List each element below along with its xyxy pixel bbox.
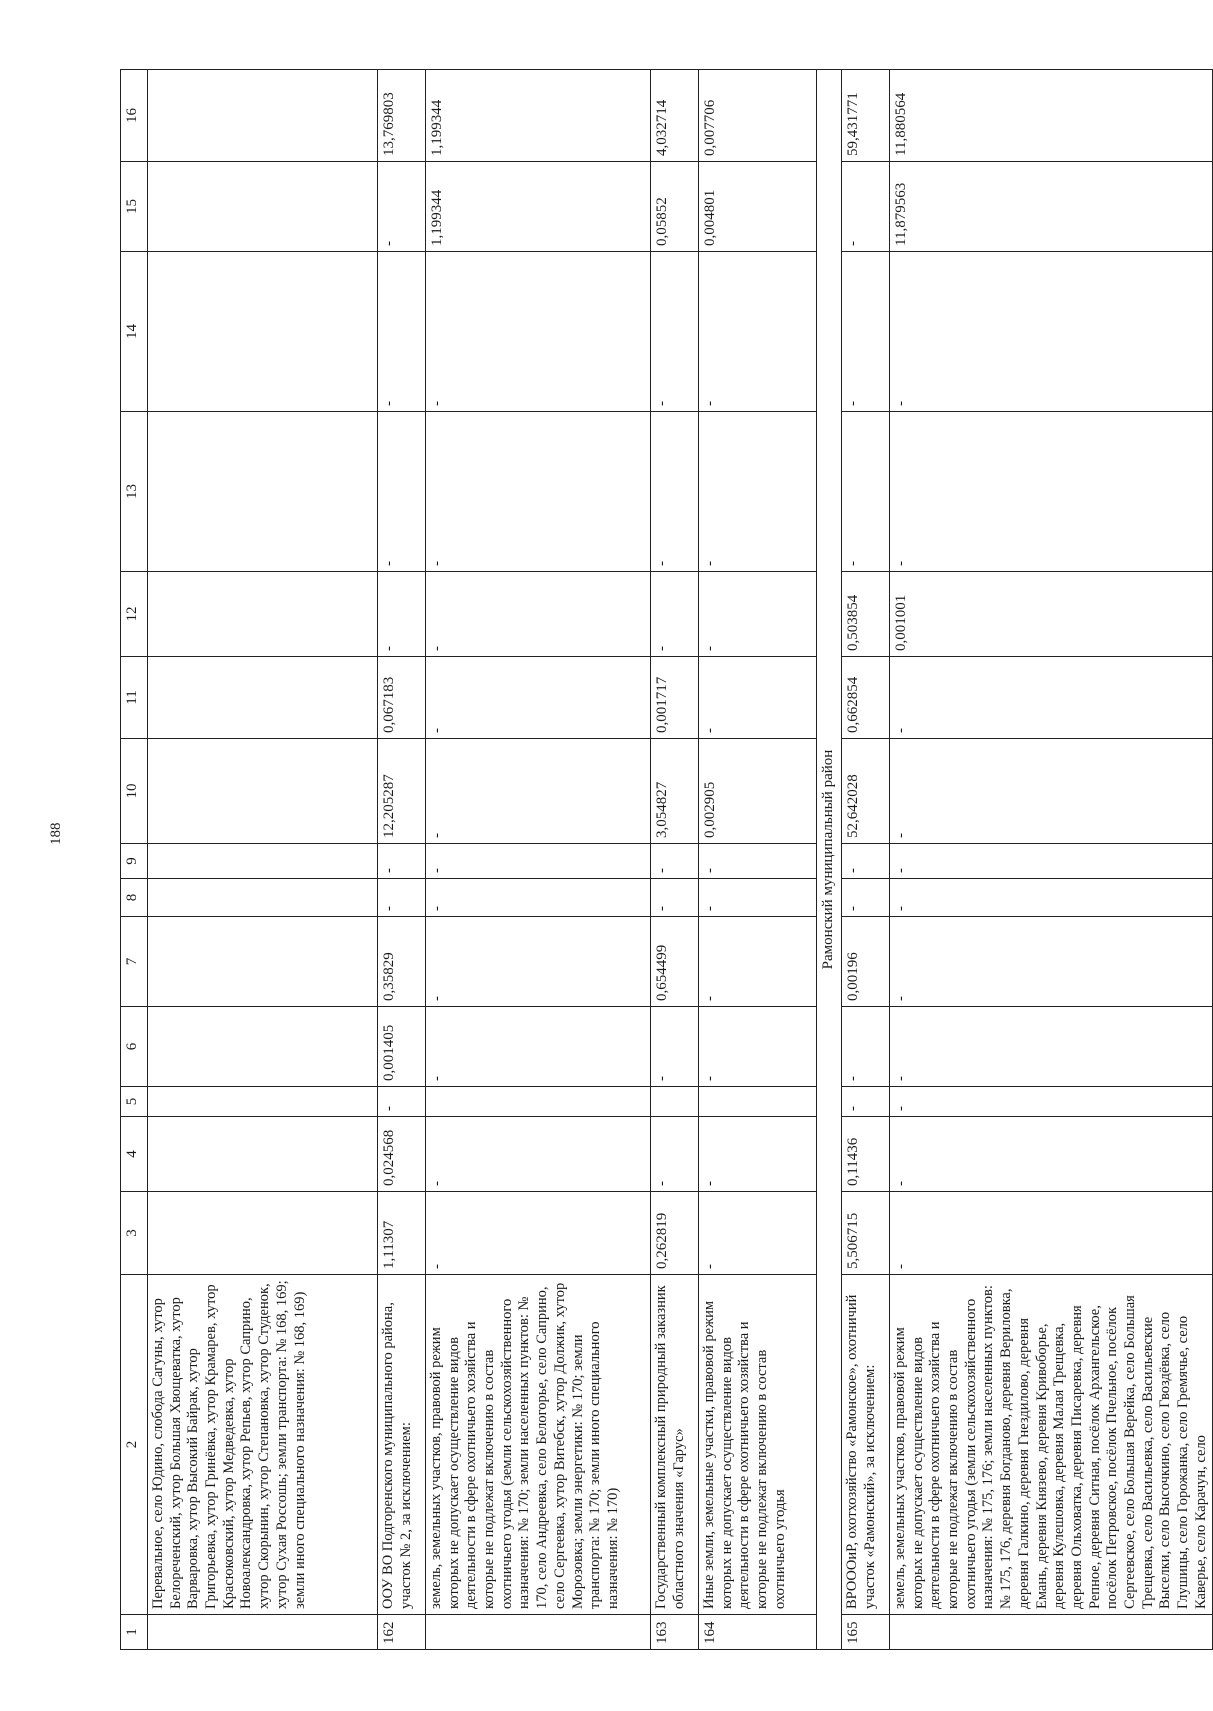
value-cell: -: [426, 739, 651, 844]
value-cell: 59,431771: [842, 70, 890, 162]
value-cell: 0,024568: [378, 1117, 426, 1192]
value-cell: -: [378, 879, 426, 917]
value-cell: -: [699, 1117, 817, 1192]
value-cell: 0,35829: [378, 917, 426, 1007]
value-cell: 0,05852: [651, 162, 699, 252]
description-cell: Иные земли, земельные участки, правовой режим которых не допускает осуществление видов деятельности в сфере охотничьего хозяйства и которые не подлежат включению в состав охотничьего угодья: [699, 1275, 817, 1615]
value-cell: -: [378, 844, 426, 879]
header-cell: 5: [121, 1087, 148, 1117]
table-row: [890, 70, 1213, 1650]
value-cell: 13,769803: [378, 70, 426, 162]
value-cell: 0,001405: [378, 1007, 426, 1087]
value-cell: -: [699, 879, 817, 917]
row-number-cell: [148, 1615, 378, 1650]
value-cell: -: [890, 844, 1213, 879]
value-cell: -: [651, 879, 699, 917]
table-row: [651, 70, 699, 1650]
value-cell: -: [842, 844, 890, 879]
header-cell: 13: [121, 412, 148, 572]
value-cell: -: [699, 252, 817, 412]
table-row: [148, 70, 378, 1650]
row-number-cell: 162: [378, 1615, 426, 1650]
header-cell: 9: [121, 844, 148, 879]
value-cell: 0,007706: [699, 70, 817, 162]
rotated-table-container: [120, 70, 1209, 1650]
table-row: [378, 70, 426, 1650]
value-cell: -: [699, 412, 817, 572]
value-cell: -: [699, 572, 817, 657]
description-cell: ВРОООиР, охотхозяйство «Рамонское», охотничий участок «Рамонский», за исключением:: [842, 1275, 890, 1615]
value-cell: -: [890, 1192, 1213, 1275]
value-cell: [148, 1192, 378, 1275]
value-cell: [148, 1007, 378, 1087]
value-cell: -: [842, 162, 890, 252]
value-cell: -: [426, 844, 651, 879]
value-cell: 0,262819: [651, 1192, 699, 1275]
description-cell: земель, земельных участков, правовой режим которых не допускает осуществление видов деятельности в сфере охотничьего хозяйства и которые не подлежат включению в состав охотничьего угодья (земли сельскохозяйственного назначения: № 175, 176; земли населенных пунктов: № 175, 176, деревня Богданово, деревня Вериловка, деревня Галкино, деревня Гнездилово, деревня Емань, деревня Князево, деревня Кривоборье, деревня Кулешовка, деревня Малая Трещевка, деревня Ольховатка, деревня Писаревка, деревня Репное, деревня Ситная, посёлок Архангельское, посёлок Петровское, посёлок Пчельное, посёлок Сергеевское, село Большая Верейка, село Большая Трещевка, село Васильевка, село Васильевские Выселки, село Высочкино, село Гвоздёвка, село Глушицы, село Горожанка, село Гремячье, село Каверье, село Карачун, село: [890, 1275, 1213, 1615]
table-row: [426, 70, 651, 1650]
value-cell: -: [890, 657, 1213, 739]
value-cell: -: [426, 572, 651, 657]
value-cell: -: [651, 572, 699, 657]
section-title: Рамонский муниципальный район: [817, 70, 842, 1650]
value-cell: -: [378, 162, 426, 252]
value-cell: -: [699, 1007, 817, 1087]
header-cell: 16: [121, 70, 148, 162]
description-cell: земель, земельных участков, правовой режим которых не допускает осуществление видов деятельности в сфере охотничьего хозяйства и которые не подлежат включению в состав охотничьего угодья (земли сельскохозяйственного назначения: № 170; земли населенных пунктов: № 170, село Андреевка, село Белогорье, село Саприно, село Сергеевка, хутор Витебск, хутор Должик, хутор Морозовка; земли энергетики: № 170; земли транспорта: № 170; земли иного специального назначения: № 170): [426, 1275, 651, 1615]
header-cell: 2: [121, 1275, 148, 1615]
value-cell: 0,001001: [890, 572, 1213, 657]
value-cell: -: [651, 1117, 699, 1192]
value-cell: -: [842, 252, 890, 412]
value-cell: -: [890, 739, 1213, 844]
value-cell: 12,205287: [378, 739, 426, 844]
value-cell: -: [890, 412, 1213, 572]
value-cell: [148, 162, 378, 252]
value-cell: 3,054827: [651, 739, 699, 844]
value-cell: -: [699, 917, 817, 1007]
row-number-cell: 165: [842, 1615, 890, 1650]
value-cell: -: [842, 1087, 890, 1117]
value-cell: -: [426, 1117, 651, 1192]
row-number-cell: [890, 1615, 1213, 1650]
value-cell: -: [651, 252, 699, 412]
value-cell: [651, 1087, 699, 1117]
value-cell: 0,00196: [842, 917, 890, 1007]
value-cell: 52,642028: [842, 739, 890, 844]
value-cell: -: [890, 879, 1213, 917]
value-cell: [148, 844, 378, 879]
land-area-table: [120, 69, 1213, 1650]
value-cell: -: [426, 879, 651, 917]
header-cell: 12: [121, 572, 148, 657]
section-row: [817, 70, 842, 1650]
value-cell: -: [651, 412, 699, 572]
value-cell: [148, 879, 378, 917]
description-cell: Перевальное, село Юдино, слобода Сагуны, хутор Белореченский, хутор Большая Хвощеватка, хутор Варваровка, хутор Высокий Байрак, хутор Григорьевка, хутор Гринёвка, хутор Крамарев, хутор Красюковский, хутор Медведевка, хутор Новоалександровка, хутор Репьев, хутор Саприно, хутор Скорынин, хутор Степановка, хутор Студенок, хутор Сухая Россошь; земли транспорта: № 168, 169; земли иного специального назначения: № 168, 169): [148, 1275, 378, 1615]
value-cell: -: [842, 1007, 890, 1087]
value-cell: [148, 1117, 378, 1192]
header-cell: 1: [121, 1615, 148, 1650]
value-cell: [148, 657, 378, 739]
value-cell: -: [651, 844, 699, 879]
value-cell: -: [378, 412, 426, 572]
header-cell: 14: [121, 252, 148, 412]
value-cell: [148, 572, 378, 657]
page-number: 188: [48, 822, 64, 845]
value-cell: -: [378, 572, 426, 657]
value-cell: 1,11307: [378, 1192, 426, 1275]
header-cell: 7: [121, 917, 148, 1007]
value-cell: -: [699, 657, 817, 739]
value-cell: -: [890, 917, 1213, 1007]
header-row: [121, 70, 148, 1650]
value-cell: -: [842, 879, 890, 917]
header-cell: 11: [121, 657, 148, 739]
header-cell: 10: [121, 739, 148, 844]
value-cell: [699, 1087, 817, 1117]
value-cell: 0,503854: [842, 572, 890, 657]
value-cell: 4,032714: [651, 70, 699, 162]
value-cell: 5,506715: [842, 1192, 890, 1275]
value-cell: -: [378, 1087, 426, 1117]
value-cell: -: [378, 252, 426, 412]
value-cell: 0,067183: [378, 657, 426, 739]
value-cell: -: [890, 252, 1213, 412]
value-cell: [148, 917, 378, 1007]
value-cell: 11,879563: [890, 162, 1213, 252]
value-cell: [426, 1087, 651, 1117]
value-cell: -: [890, 1087, 1213, 1117]
header-cell: 15: [121, 162, 148, 252]
value-cell: -: [426, 657, 651, 739]
value-cell: [148, 70, 378, 162]
value-cell: 0,004801: [699, 162, 817, 252]
value-cell: -: [651, 1007, 699, 1087]
value-cell: -: [426, 1192, 651, 1275]
value-cell: [148, 252, 378, 412]
value-cell: -: [426, 917, 651, 1007]
value-cell: -: [699, 1192, 817, 1275]
value-cell: 11,880564: [890, 70, 1213, 162]
value-cell: -: [890, 1007, 1213, 1087]
value-cell: [148, 739, 378, 844]
header-cell: 8: [121, 879, 148, 917]
value-cell: -: [426, 252, 651, 412]
row-number-cell: 164: [699, 1615, 817, 1650]
value-cell: 1,199344: [426, 70, 651, 162]
description-cell: Государственный комплексный природный заказник областного значения «Гарус»: [651, 1275, 699, 1615]
value-cell: -: [426, 1007, 651, 1087]
value-cell: -: [842, 412, 890, 572]
value-cell: 0,001717: [651, 657, 699, 739]
header-cell: 6: [121, 1007, 148, 1087]
row-number-cell: 163: [651, 1615, 699, 1650]
value-cell: -: [890, 1117, 1213, 1192]
table-row: [842, 70, 890, 1650]
row-number-cell: [426, 1615, 651, 1650]
value-cell: 0,11436: [842, 1117, 890, 1192]
value-cell: 1,199344: [426, 162, 651, 252]
value-cell: 0,654499: [651, 917, 699, 1007]
value-cell: 0,662854: [842, 657, 890, 739]
header-cell: 4: [121, 1117, 148, 1192]
value-cell: 0,002905: [699, 739, 817, 844]
value-cell: -: [699, 844, 817, 879]
value-cell: [148, 1087, 378, 1117]
value-cell: -: [426, 412, 651, 572]
description-cell: ООУ ВО Подгоренского муниципального района, участок № 2, за исключением:: [378, 1275, 426, 1615]
header-cell: 3: [121, 1192, 148, 1275]
table-row: [699, 70, 817, 1650]
value-cell: [148, 412, 378, 572]
